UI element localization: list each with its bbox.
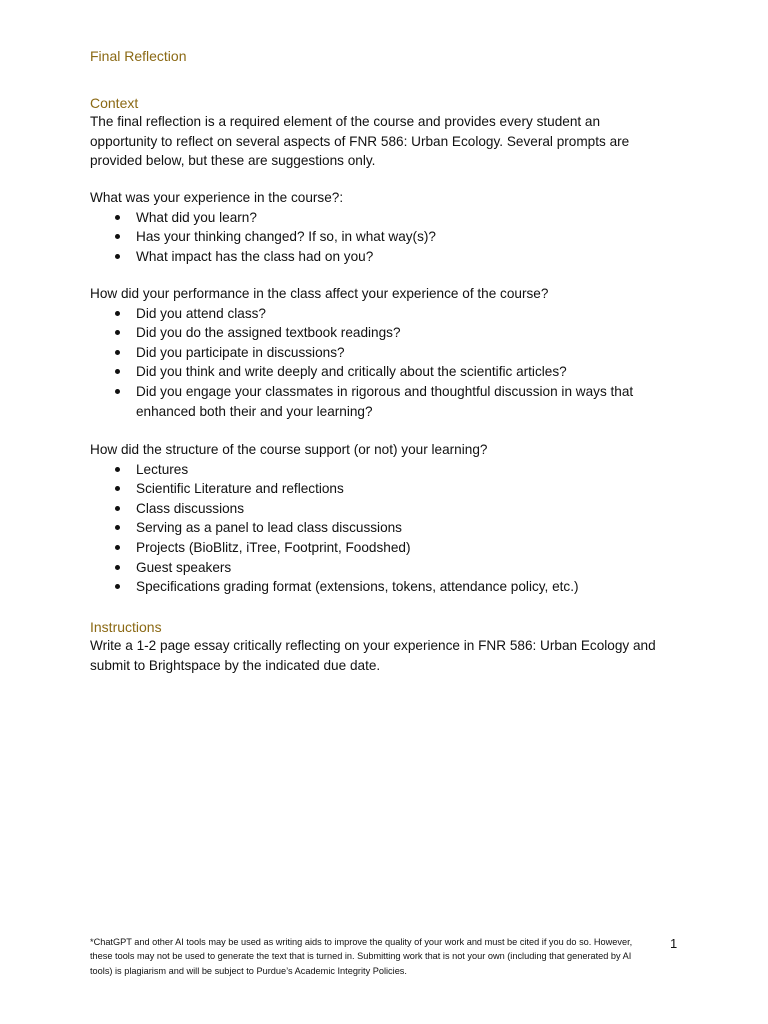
prompt-question: How did the structure of the course support (or not) your learning? <box>90 442 488 457</box>
bullet-item: Did you attend class? <box>90 304 670 324</box>
instructions-paragraph: Write a 1-2 page essay critically reflecting on your experience in FNR 586: Urban Ecology and submit to Brightspace by the indicated due date. <box>90 638 656 673</box>
bullet-item: What impact has the class had on you? <box>90 247 670 267</box>
bullet-item: What did you learn? <box>90 208 670 228</box>
bullet-item: Specifications grading format (extensions, tokens, attendance policy, etc.) <box>90 577 670 597</box>
prompt-performance <box>90 284 670 421</box>
bullet-item: Has your thinking changed? If so, in what way(s)? <box>90 227 670 247</box>
context-paragraph: The final reflection is a required element of the course and provides every student an opportunity to reflect on several aspects of FNR 586: Urban Ecology. Several prompts are provided below, but these are suggestions only. <box>90 114 630 169</box>
prompt-structure <box>90 440 670 597</box>
bullet-item: Serving as a panel to lead class discussions <box>90 518 670 538</box>
bullet-item: Lectures <box>90 460 670 480</box>
prompt-bullet-list <box>90 304 670 422</box>
prompt-experience <box>90 188 670 266</box>
prompt-question: How did your performance in the class affect your experience of the course? <box>90 286 549 301</box>
bullet-item: Did you participate in discussions? <box>90 343 670 363</box>
context-heading: Context <box>90 95 139 111</box>
bullet-item: Did you engage your classmates in rigorous and thoughtful discussion in ways that enhanced both their and your learning? <box>90 382 670 421</box>
prompt-question: What was your experience in the course?: <box>90 190 344 205</box>
prompt-bullet-list <box>90 460 670 597</box>
instructions-heading: Instructions <box>90 619 162 635</box>
page-number: 1 <box>670 936 678 951</box>
bullet-item: Scientific Literature and reflections <box>90 479 670 499</box>
prompt-bullet-list <box>90 208 670 267</box>
bullet-item: Projects (BioBlitz, iTree, Footprint, Foodshed) <box>90 538 670 558</box>
bullet-item: Did you think and write deeply and critically about the scientific articles? <box>90 362 670 382</box>
bullet-item: Class discussions <box>90 499 670 519</box>
bullet-item: Guest speakers <box>90 558 670 578</box>
bullet-item: Did you do the assigned textbook readings? <box>90 323 670 343</box>
document-title: Final Reflection <box>90 48 187 64</box>
ai-policy-footnote: *ChatGPT and other AI tools may be used as writing aids to improve the quality of your work and must be cited if you do so. However, these tools may not be used to generate the text that is turned in. Submitting work that is not your own (including that generated by AI tools) is plagiarism and will be subject to Purdue’s Academic Integrity Policies. <box>90 937 633 976</box>
